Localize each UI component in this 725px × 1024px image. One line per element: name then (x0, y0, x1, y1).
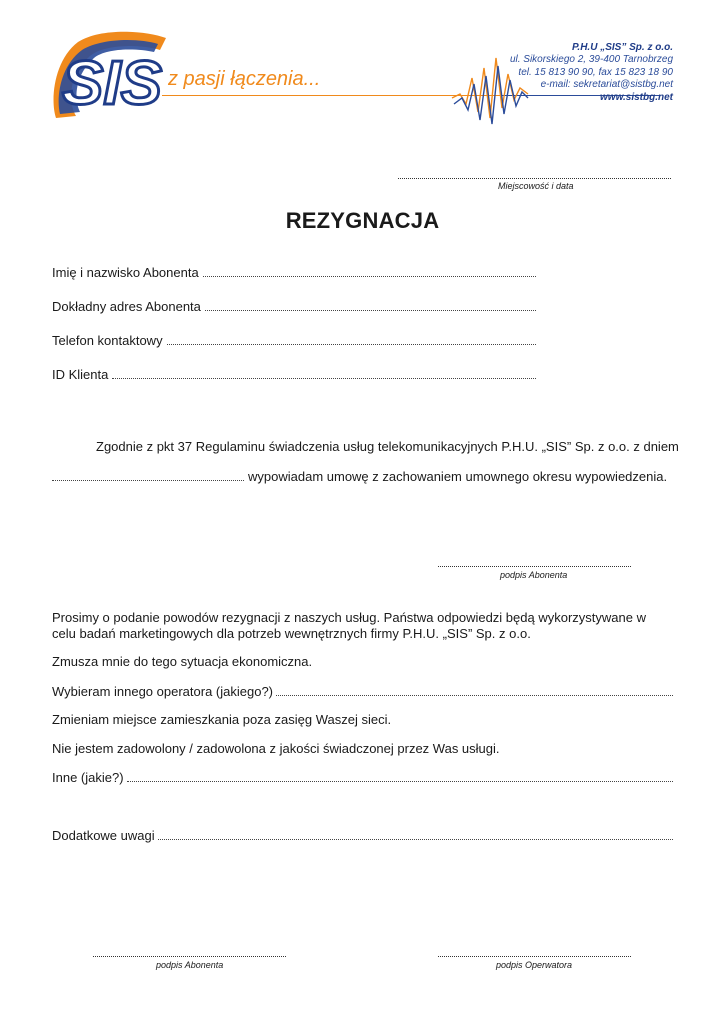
logo-lettering: SIS (62, 49, 162, 118)
reason-economic[interactable]: Zmusza mnie do tego sytuacja ekonomiczna. (52, 654, 313, 669)
company-phone: tel. 15 813 90 90, fax 15 823 18 90 (518, 66, 673, 78)
subscriber-address-field[interactable] (52, 298, 536, 314)
phone-field[interactable] (52, 332, 536, 348)
bottom-signature-subscriber-label: podpis Abonenta (156, 960, 224, 970)
subscriber-name-field[interactable] (52, 264, 536, 280)
field-label: Dokładny adres Abonenta (52, 299, 201, 314)
client-id-field[interactable] (52, 366, 536, 382)
reason-other-operator[interactable] (52, 683, 673, 699)
reason-label: Wybieram innego operatora (jakiego?) (52, 684, 273, 699)
place-date-field[interactable] (398, 178, 671, 179)
reason-relocation[interactable]: Zmieniam miejsce zamieszkania poza zasięg Waszej sieci. (52, 712, 392, 727)
reason-dissatisfied[interactable]: Nie jestem zadowolony / zadowolona z jakości świadczonej przez Was usługi. (52, 741, 500, 756)
page-title: REZYGNACJA (285, 208, 440, 233)
reasons-intro: Prosimy o podanie powodów rezygnacji z naszych usług. Państwa odpowiedzi będą wykorzystywane w celu badań marketingowych dla potrzeb wewnętrznych firmy P.H.U. „SIS” Sp. z o.o. (52, 610, 646, 641)
statement-line-1: Zgodnie z pkt 37 Regulaminu świadczenia usług telekomunikacyjnych P.H.U. „SIS” Sp. z o.o. z dniem (96, 439, 679, 454)
company-email: e-mail: sekretariat@sistbg.net (540, 79, 673, 91)
company-info (510, 42, 673, 104)
date-field[interactable] (52, 480, 244, 481)
statement-line-2 (52, 469, 673, 484)
place-date-label: Miejscowość i data (498, 181, 574, 191)
field-label: Imię i nazwisko Abonenta (52, 265, 199, 280)
signature-subscriber-line[interactable] (438, 566, 631, 567)
reason-other[interactable] (52, 769, 673, 785)
bottom-signature-subscriber-line[interactable] (93, 956, 286, 957)
company-name: P.H.U „SIS” Sp. z o.o. (572, 42, 673, 53)
company-address: ul. Sikorskiego 2, 39-400 Tarnobrzeg (509, 54, 673, 66)
bottom-signature-operator-label: podpis Operwatora (496, 960, 573, 970)
company-website: www.sistbg.net (600, 91, 673, 103)
remarks-label: Dodatkowe uwagi (52, 828, 155, 843)
reason-label: Inne (jakie?) (52, 770, 124, 785)
field-label: ID Klienta (52, 367, 109, 382)
bottom-signature-operator-line[interactable] (438, 956, 631, 957)
additional-remarks-field[interactable] (52, 827, 673, 843)
statement-text: wypowiadam umowę z zachowaniem umownego okresu wypowiedzenia. (248, 469, 668, 484)
signature-subscriber-label: podpis Abonenta (500, 570, 568, 580)
slogan: z pasji łączenia... (168, 68, 321, 90)
sis-logo (48, 30, 178, 122)
field-label: Telefon kontaktowy (52, 333, 163, 348)
